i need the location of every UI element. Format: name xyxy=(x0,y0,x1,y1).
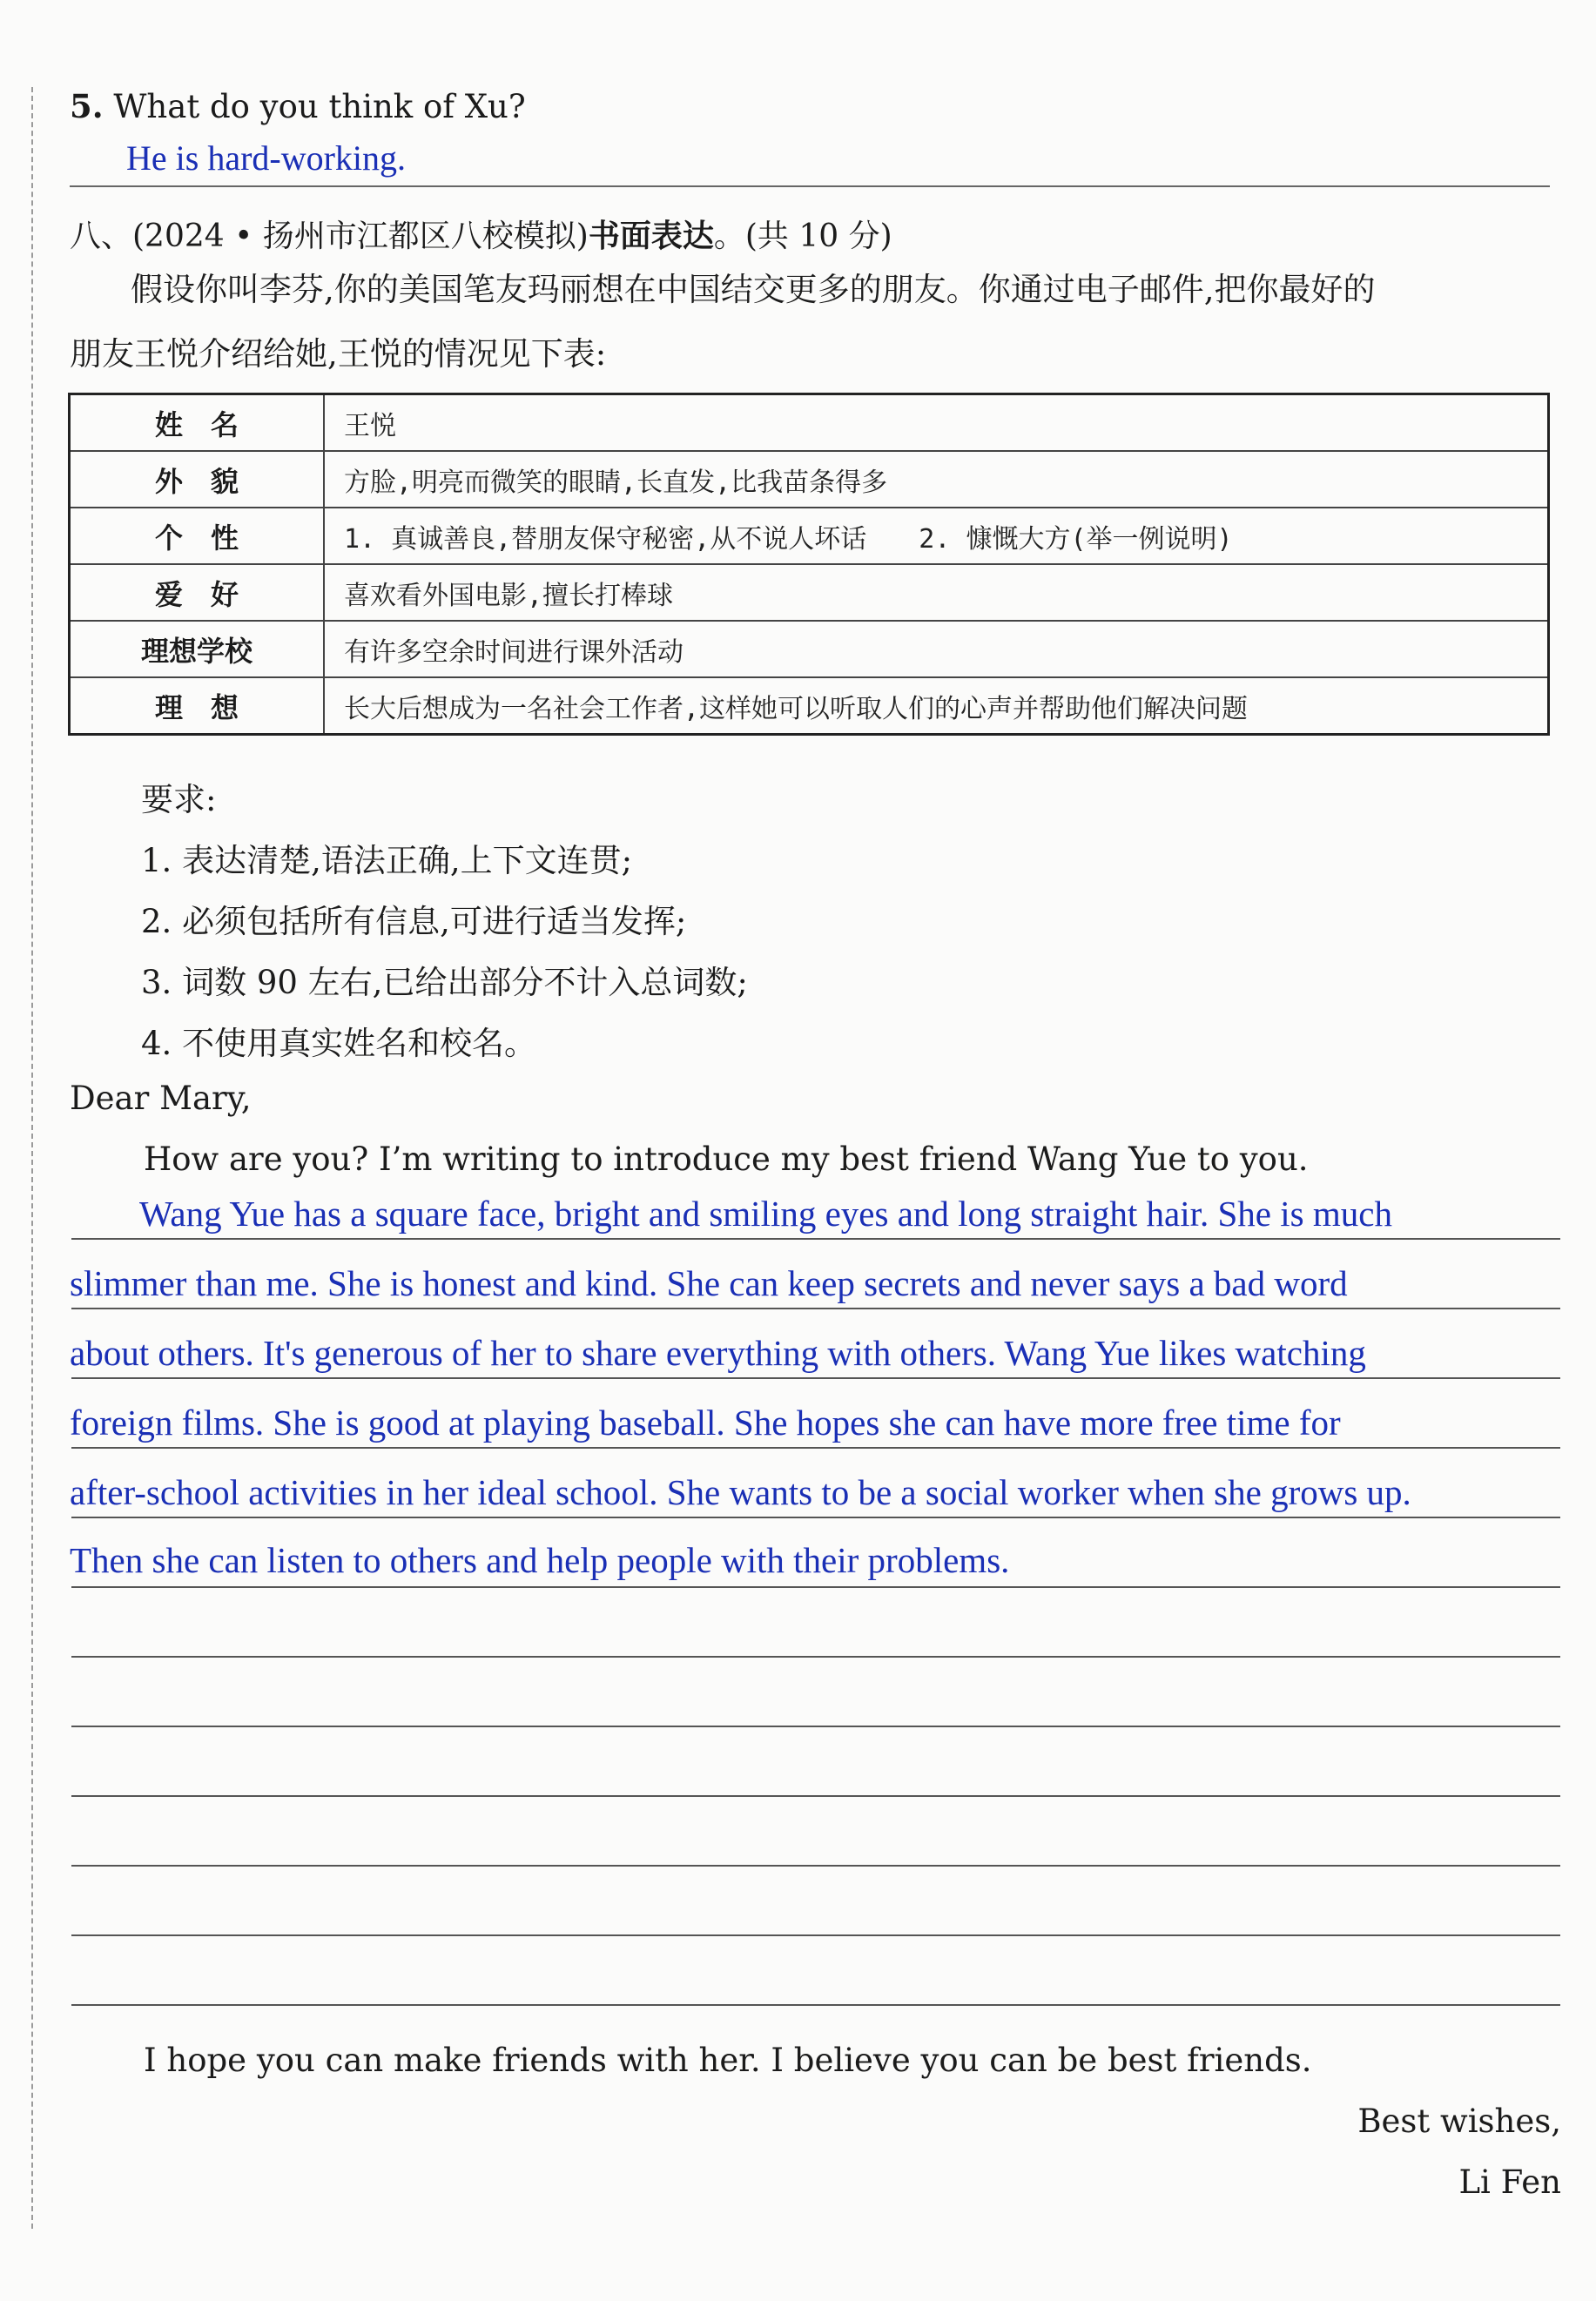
question-5 xyxy=(70,87,526,125)
row-label: 外 貌 xyxy=(70,451,325,508)
answer-line: Then she can listen to others and help people with their problems. xyxy=(70,1540,1010,1580)
requirement-item: 4. 不使用真实姓名和校名。 xyxy=(141,1025,537,1062)
writing-line xyxy=(71,1656,1560,1658)
writing-line xyxy=(71,1517,1560,1518)
answer-underline xyxy=(70,185,1550,187)
letter-closing: I hope you can make friends with her. I believe you can be best friends. xyxy=(144,2042,1312,2079)
writing-line xyxy=(71,1865,1560,1867)
row-value: 方脸,明亮而微笑的眼睛,长直发,比我苗条得多 xyxy=(324,451,1549,508)
question-text: What do you think of Xu? xyxy=(113,88,526,125)
heading-score: 。(共 10 分) xyxy=(713,219,892,254)
answer-line: Wang Yue has a square face, bright and smiling eyes and long straight hair. She is much xyxy=(139,1194,1392,1234)
writing-line xyxy=(71,1238,1560,1240)
letter-signoff: Best wishes, xyxy=(1357,2103,1561,2140)
table-row xyxy=(70,394,1549,452)
row-label: 姓 名 xyxy=(70,394,325,452)
writing-line xyxy=(71,1586,1560,1588)
row-label: 爱 好 xyxy=(70,564,325,621)
requirement-item: 3. 词数 90 左右,已给出部分不计入总词数; xyxy=(141,964,748,1001)
letter-greeting: Dear Mary, xyxy=(70,1080,252,1117)
writing-line xyxy=(71,1934,1560,1936)
writing-line xyxy=(71,1795,1560,1797)
question-5-answer: He is hard-working. xyxy=(126,138,407,178)
prompt-line-2: 朋友王悦介绍给她,王悦的情况见下表: xyxy=(70,335,607,373)
writing-line xyxy=(71,1447,1560,1449)
row-label: 理想学校 xyxy=(70,621,325,677)
answer-line: about others. It's generous of her to share everything with others. Wang Yue likes watching xyxy=(70,1333,1366,1373)
letter-signature: Li Fen xyxy=(1458,2163,1561,2201)
letter-opening: How are you? I’m writing to introduce my best friend Wang Yue to you. xyxy=(144,1140,1309,1178)
row-value: 有许多空余时间进行课外活动 xyxy=(324,621,1549,677)
heading-title: 书面表达 xyxy=(588,218,714,254)
row-label: 个 性 xyxy=(70,508,325,564)
answer-line: after-school activities in her ideal school. She wants to be a social worker when she grows up. xyxy=(70,1472,1411,1512)
table-row xyxy=(70,508,1549,564)
table-row xyxy=(70,621,1549,677)
margin-dashed-rule xyxy=(31,87,33,2229)
heading-source: 八、(2024 • 扬州市江都区八校模拟) xyxy=(70,219,589,254)
writing-line xyxy=(71,1308,1560,1309)
writing-line xyxy=(71,1377,1560,1379)
row-value: 长大后想成为一名社会工作者,这样她可以听取人们的心声并帮助他们解决问题 xyxy=(324,677,1549,735)
section-heading xyxy=(70,212,892,256)
table-row xyxy=(70,564,1549,621)
requirement-item: 2. 必须包括所有信息,可进行适当发挥; xyxy=(141,903,687,940)
row-value: 1. 真诚善良,替朋友保守秘密,从不说人坏话 2. 慷慨大方(举一例说明) xyxy=(324,508,1549,564)
row-value: 喜欢看外国电影,擅长打棒球 xyxy=(324,564,1549,621)
question-number: 5. xyxy=(70,87,104,125)
writing-line xyxy=(71,2004,1560,2006)
writing-line xyxy=(71,1726,1560,1727)
table-row xyxy=(70,451,1549,508)
requirement-item: 1. 表达清楚,语法正确,上下文连贯; xyxy=(141,842,633,879)
table-row xyxy=(70,677,1549,735)
answer-line: slimmer than me. She is honest and kind. She can keep secrets and never says a bad word xyxy=(70,1263,1348,1303)
info-table xyxy=(68,393,1550,736)
requirements-title: 要求: xyxy=(141,781,217,818)
row-label: 理 想 xyxy=(70,677,325,735)
prompt-line-1: 假设你叫李芬,你的美国笔友玛丽想在中国结交更多的朋友。你通过电子邮件,把你最好的 xyxy=(131,271,1376,308)
answer-line: foreign films. She is good at playing baseball. She hopes she can have more free time for xyxy=(70,1403,1341,1443)
row-value: 王悦 xyxy=(324,394,1549,452)
